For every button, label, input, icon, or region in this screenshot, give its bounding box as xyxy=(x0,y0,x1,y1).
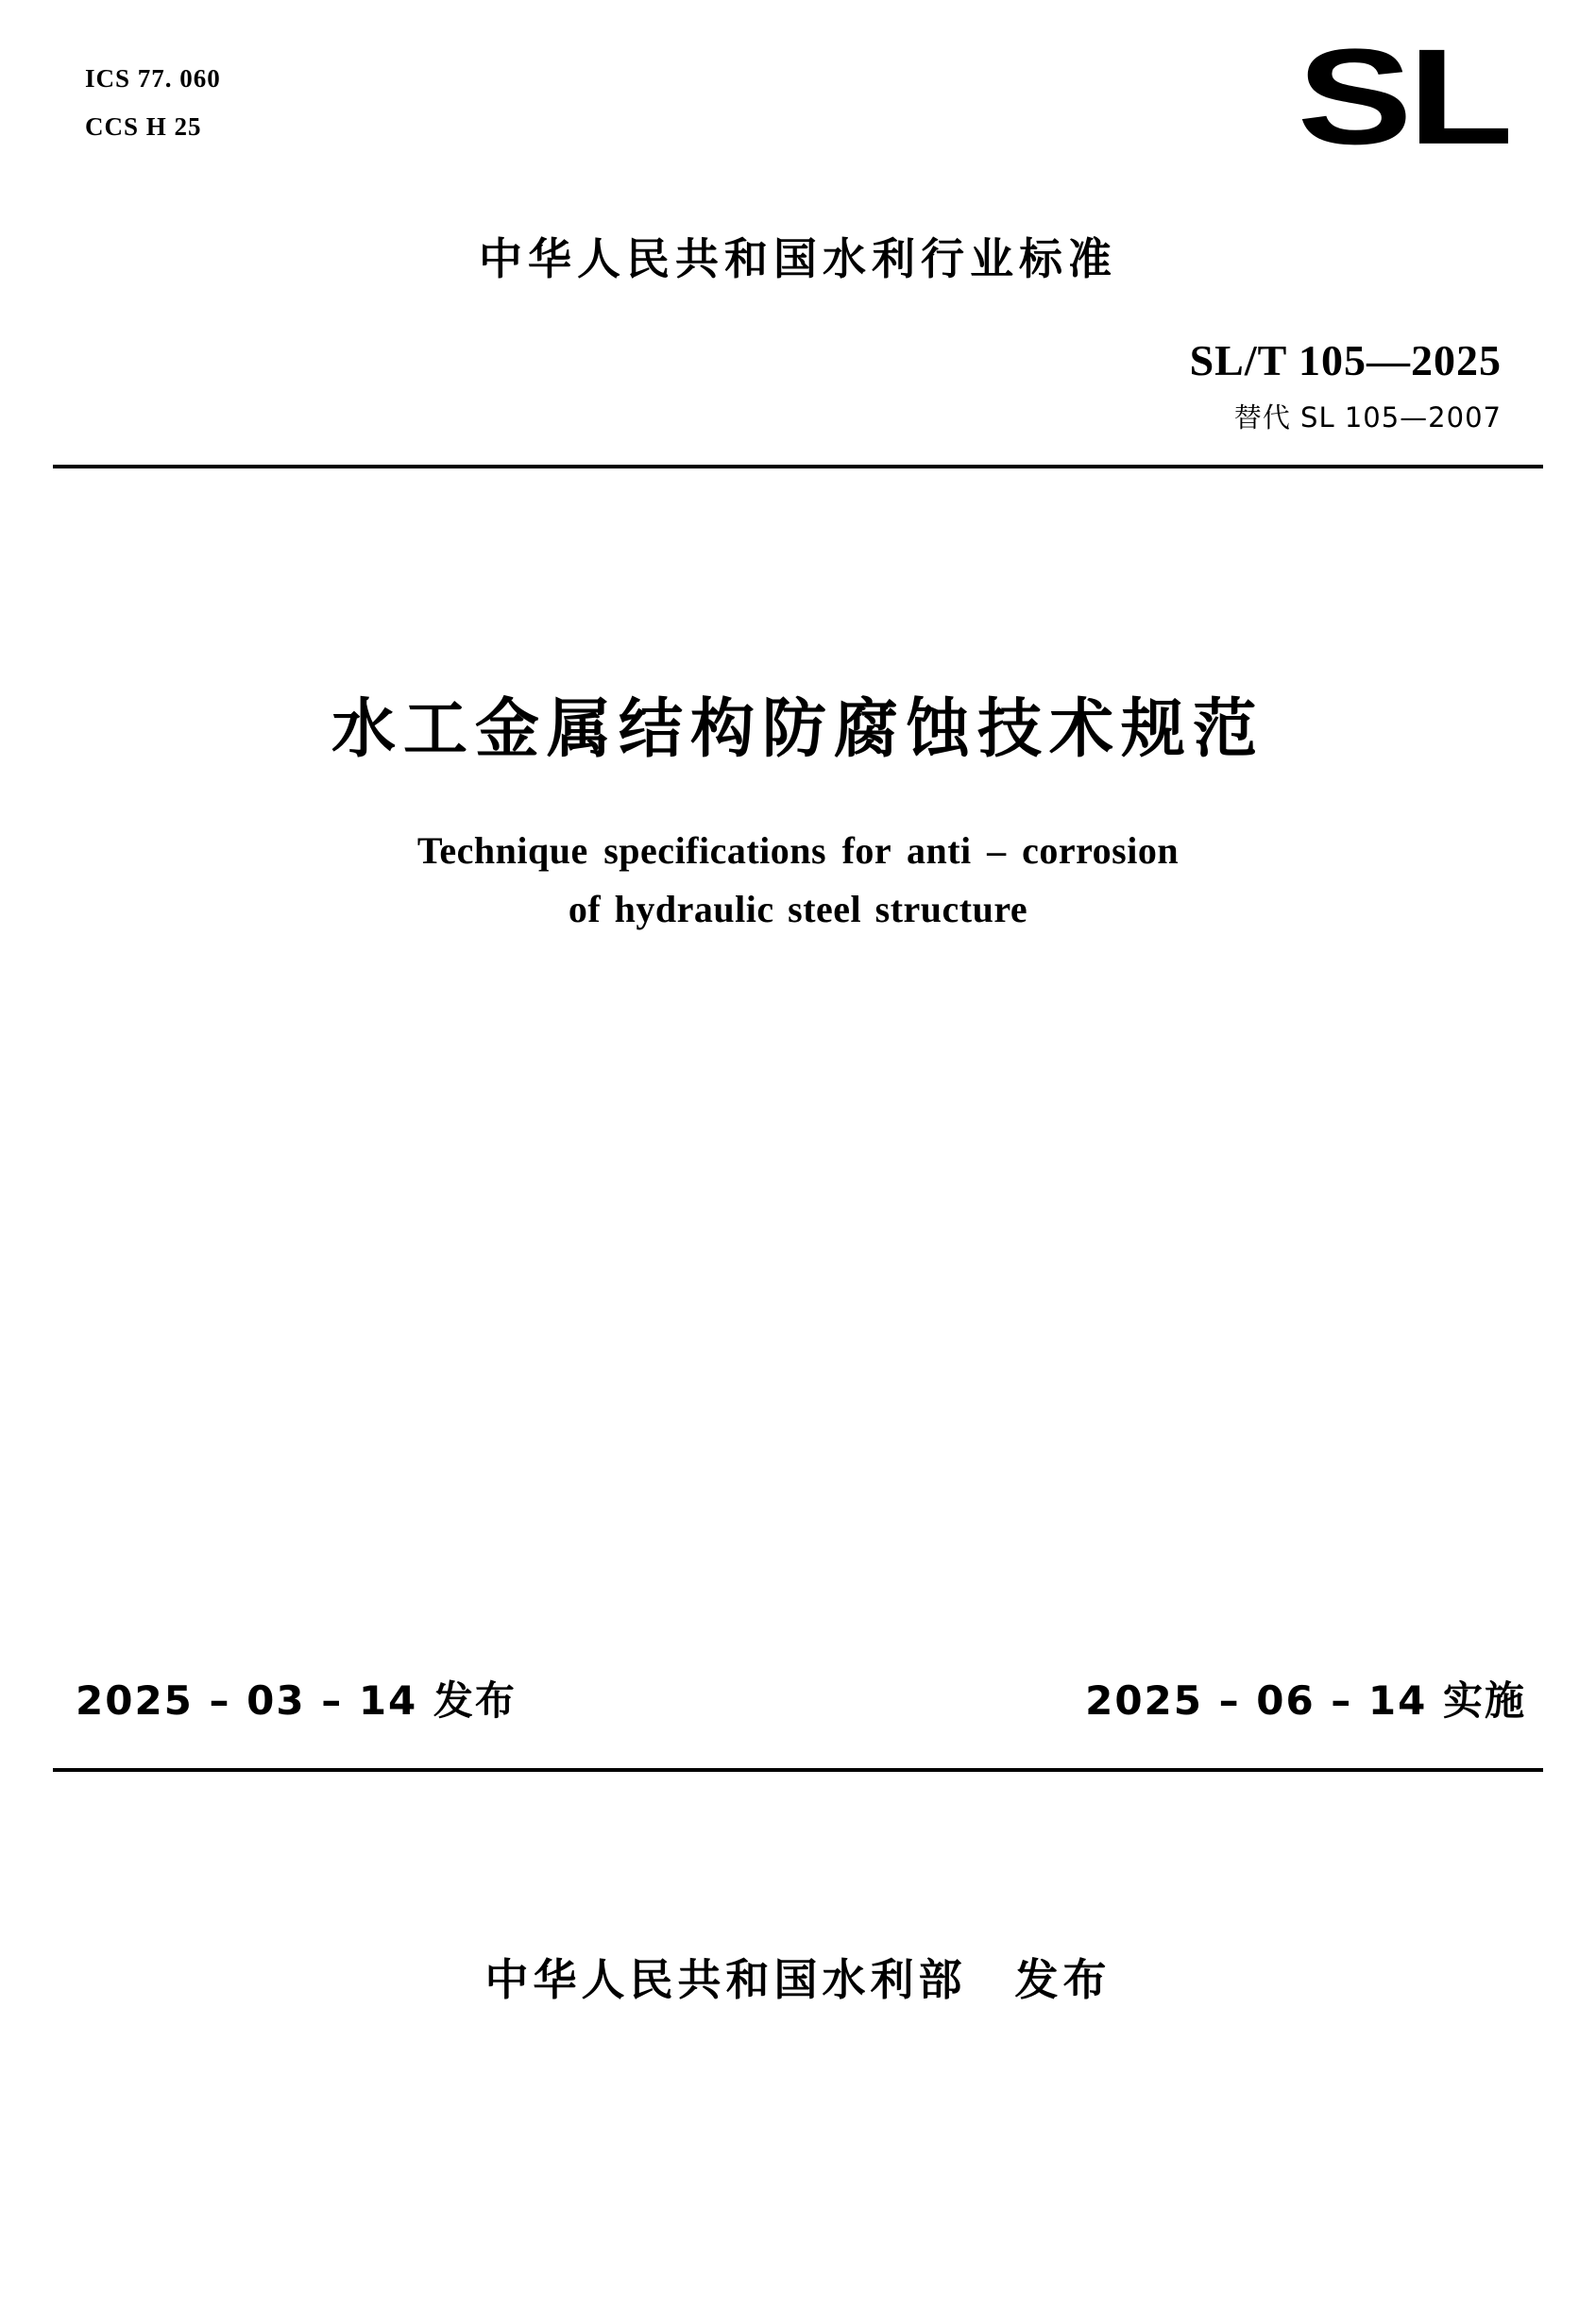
document-header xyxy=(0,0,1596,491)
english-title-line-1: Technique specifications for anti – corrosion xyxy=(416,829,1180,872)
ccs-code: CCS H 25 xyxy=(85,112,202,142)
classification-codes xyxy=(85,55,221,152)
page-title: 水工金属结构防腐蚀技术规范 xyxy=(331,692,1265,767)
standard-replaces: 替代 SL 105—2007 xyxy=(1233,401,1502,434)
ics-code: ICS 77. 060 xyxy=(85,64,221,93)
sl-logo: SL xyxy=(1297,20,1509,173)
publisher-name: 中华人民共和国水利部 发布 xyxy=(484,1954,1112,2005)
footer-divider xyxy=(53,1768,1543,1772)
issue-date: 2025 – 03 – 14 发布 xyxy=(76,1677,517,1724)
header-divider xyxy=(53,465,1543,468)
date-row xyxy=(53,1670,1543,1727)
english-title xyxy=(0,822,1596,939)
effective-date: 2025 – 06 – 14 实施 xyxy=(1085,1677,1526,1724)
issuing-body-title: 中华人民共和国水利行业标准 xyxy=(479,233,1117,284)
standard-number: SL/T 105—2025 xyxy=(1189,336,1502,384)
english-title-line-2: of hydraulic steel structure xyxy=(568,888,1028,930)
